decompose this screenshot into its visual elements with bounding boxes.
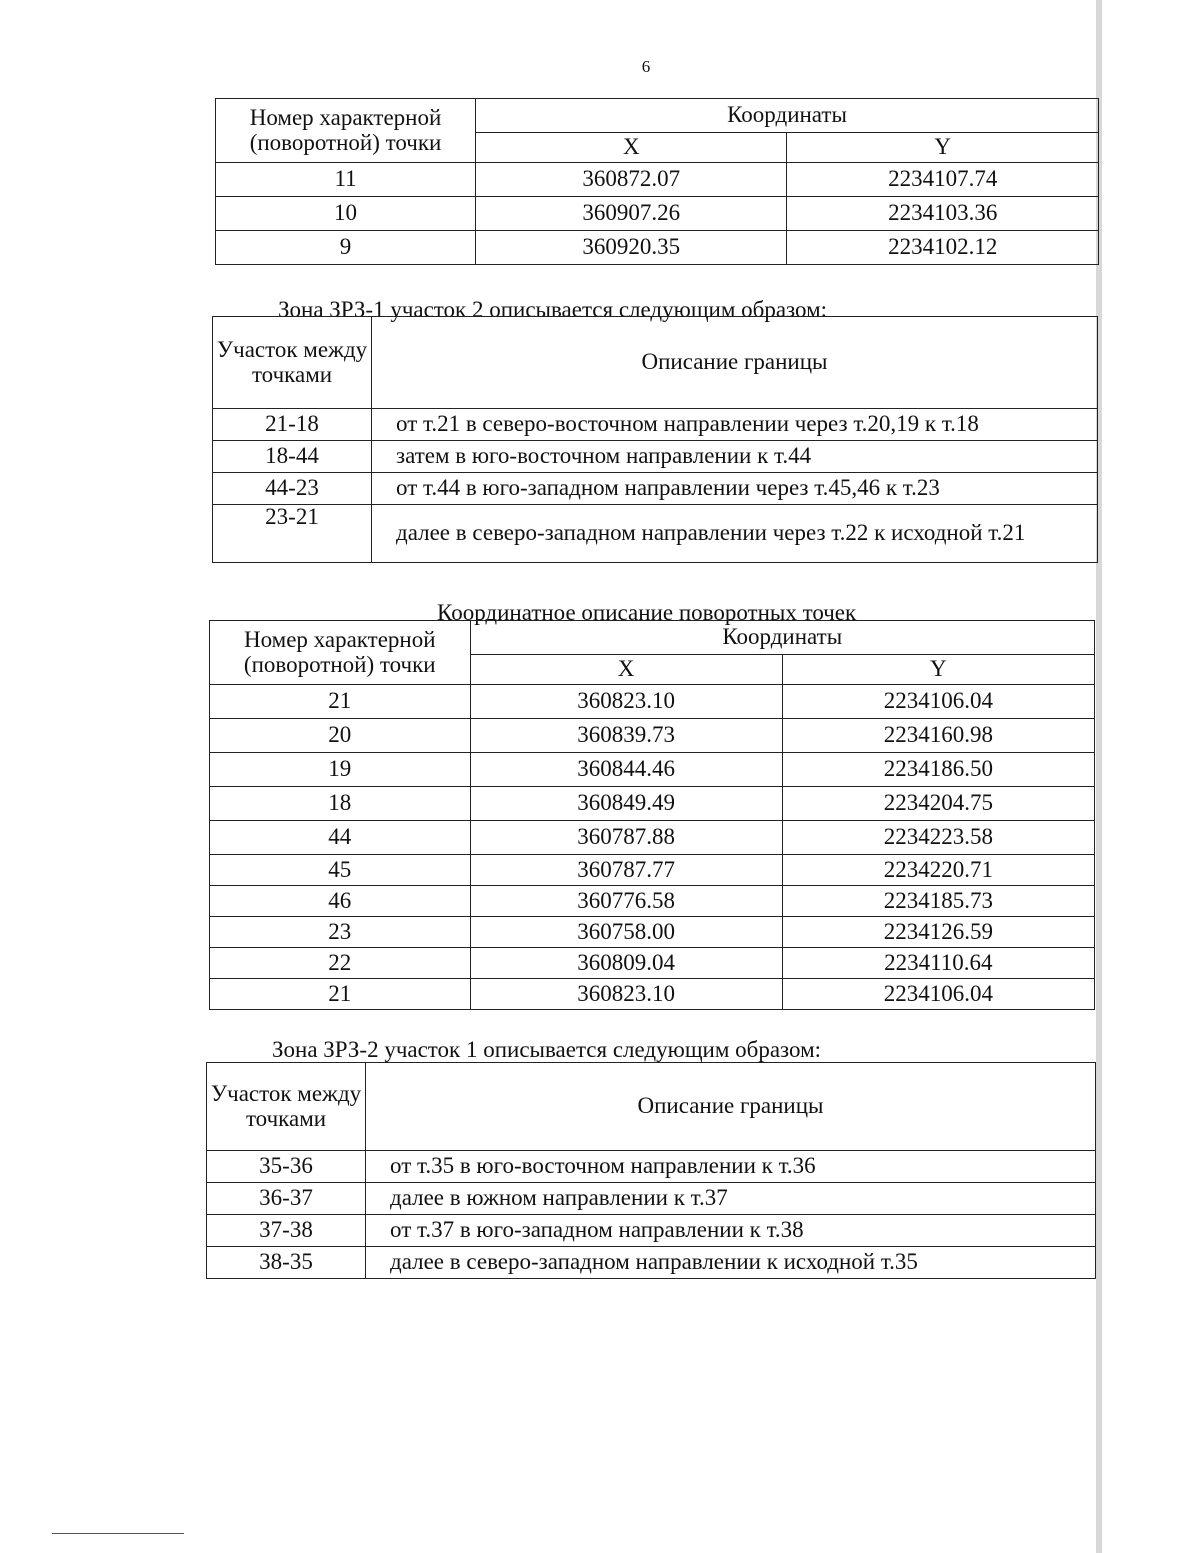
cell-x: 360872.07 <box>476 163 787 197</box>
cell-description: от т.35 в юго-восточном направлении к т.36 <box>366 1151 1096 1183</box>
cell-point: 21 <box>210 979 471 1010</box>
header-coordinates: Координаты <box>476 99 1099 133</box>
cell-point: 10 <box>216 197 476 231</box>
table-row <box>210 917 1095 948</box>
cell-x: 360776.58 <box>470 886 782 917</box>
cell-x: 360758.00 <box>470 917 782 948</box>
table-header-row <box>216 99 1099 133</box>
header-y: Y <box>787 133 1099 163</box>
cell-segment: 38-35 <box>207 1247 366 1279</box>
cell-y: 2234160.98 <box>782 719 1094 753</box>
table-row <box>207 1247 1096 1279</box>
cell-point: 20 <box>210 719 471 753</box>
cell-point: 11 <box>216 163 476 197</box>
header-y: Y <box>782 655 1094 685</box>
cell-point: 23 <box>210 917 471 948</box>
coordinates-table-2 <box>209 620 1095 1010</box>
header-point-number: Номер характерной (поворотной) точки <box>216 99 476 163</box>
cell-y: 2234106.04 <box>782 685 1094 719</box>
cell-segment: 35-36 <box>207 1151 366 1183</box>
boundary-description-table-1 <box>212 316 1098 563</box>
cell-y: 2234126.59 <box>782 917 1094 948</box>
cell-x: 360809.04 <box>470 948 782 979</box>
table-row <box>210 979 1095 1010</box>
cell-y: 2234185.73 <box>782 886 1094 917</box>
cell-x: 360907.26 <box>476 197 787 231</box>
header-segment: Участок между точками <box>207 1063 366 1151</box>
cell-y: 2234186.50 <box>782 753 1094 787</box>
cell-y: 2234220.71 <box>782 855 1094 886</box>
table-row <box>210 753 1095 787</box>
cell-point: 18 <box>210 787 471 821</box>
cell-description: далее в северо-западном направлении через т.22 к исходной т.21 <box>372 505 1098 563</box>
cell-point: 9 <box>216 231 476 265</box>
table-header-row <box>207 1063 1096 1151</box>
header-x: X <box>470 655 782 685</box>
section-caption: Зона ЗРЗ-1 участок 2 описывается следующим образом: <box>278 297 828 322</box>
cell-y: 2234102.12 <box>787 231 1099 265</box>
cell-description: далее в южном направлении к т.37 <box>366 1183 1096 1215</box>
cell-y: 2234223.58 <box>782 821 1094 855</box>
table-row <box>213 441 1098 473</box>
table-row <box>207 1151 1096 1183</box>
cell-y: 2234107.74 <box>787 163 1099 197</box>
table-row <box>210 821 1095 855</box>
cell-x: 360920.35 <box>476 231 787 265</box>
header-description: Описание границы <box>372 317 1098 409</box>
cell-segment: 23-21 <box>213 505 372 563</box>
cell-y: 2234103.36 <box>787 197 1099 231</box>
cell-description: далее в северо-западном направлении к исходной т.35 <box>366 1247 1096 1279</box>
header-x: X <box>476 133 787 163</box>
header-coordinates: Координаты <box>470 621 1094 655</box>
cell-x: 360849.49 <box>470 787 782 821</box>
cell-segment: 36-37 <box>207 1183 366 1215</box>
cell-point: 45 <box>210 855 471 886</box>
table-row <box>213 505 1098 563</box>
table-row <box>216 163 1099 197</box>
cell-description: от т.44 в юго-западном направлении через т.45,46 к т.23 <box>372 473 1098 505</box>
table-row <box>210 948 1095 979</box>
table-row <box>210 719 1095 753</box>
table-row <box>210 886 1095 917</box>
table-row <box>210 685 1095 719</box>
table-row <box>207 1215 1096 1247</box>
cell-point: 44 <box>210 821 471 855</box>
cell-x: 360823.10 <box>470 979 782 1010</box>
cell-segment: 18-44 <box>213 441 372 473</box>
table-row <box>213 473 1098 505</box>
section-caption: Зона ЗРЗ-2 участок 1 описывается следующим образом: <box>272 1037 822 1062</box>
cell-description: от т.21 в северо-восточном направлении через т.20,19 к т.18 <box>372 409 1098 441</box>
header-point-number: Номер характерной (поворотной) точки <box>210 621 471 685</box>
cell-point: 19 <box>210 753 471 787</box>
table-row <box>216 231 1099 265</box>
cell-x: 360823.10 <box>470 685 782 719</box>
cell-x: 360839.73 <box>470 719 782 753</box>
cell-y: 2234204.75 <box>782 787 1094 821</box>
section-caption: Координатное описание поворотных точек <box>437 600 857 625</box>
cell-x: 360844.46 <box>470 753 782 787</box>
footer-rule <box>52 1533 184 1534</box>
table-row <box>207 1183 1096 1215</box>
table-row <box>210 855 1095 886</box>
cell-x: 360787.88 <box>470 821 782 855</box>
cell-x: 360787.77 <box>470 855 782 886</box>
cell-segment: 44-23 <box>213 473 372 505</box>
header-description: Описание границы <box>366 1063 1096 1151</box>
cell-point: 21 <box>210 685 471 719</box>
cell-y: 2234110.64 <box>782 948 1094 979</box>
cell-segment: 21-18 <box>213 409 372 441</box>
boundary-description-table-2 <box>206 1062 1096 1279</box>
cell-y: 2234106.04 <box>782 979 1094 1010</box>
cell-point: 22 <box>210 948 471 979</box>
cell-description: от т.37 в юго-западном направлении к т.38 <box>366 1215 1096 1247</box>
page-number: 6 <box>641 57 651 76</box>
table-row <box>213 409 1098 441</box>
table-row <box>216 197 1099 231</box>
cell-segment: 37-38 <box>207 1215 366 1247</box>
coordinates-table-1 <box>215 98 1099 265</box>
table-header-row <box>213 317 1098 409</box>
cell-description: затем в юго-восточном направлении к т.44 <box>372 441 1098 473</box>
table-header-row <box>210 621 1095 655</box>
header-segment: Участок между точками <box>213 317 372 409</box>
table-row <box>210 787 1095 821</box>
cell-point: 46 <box>210 886 471 917</box>
